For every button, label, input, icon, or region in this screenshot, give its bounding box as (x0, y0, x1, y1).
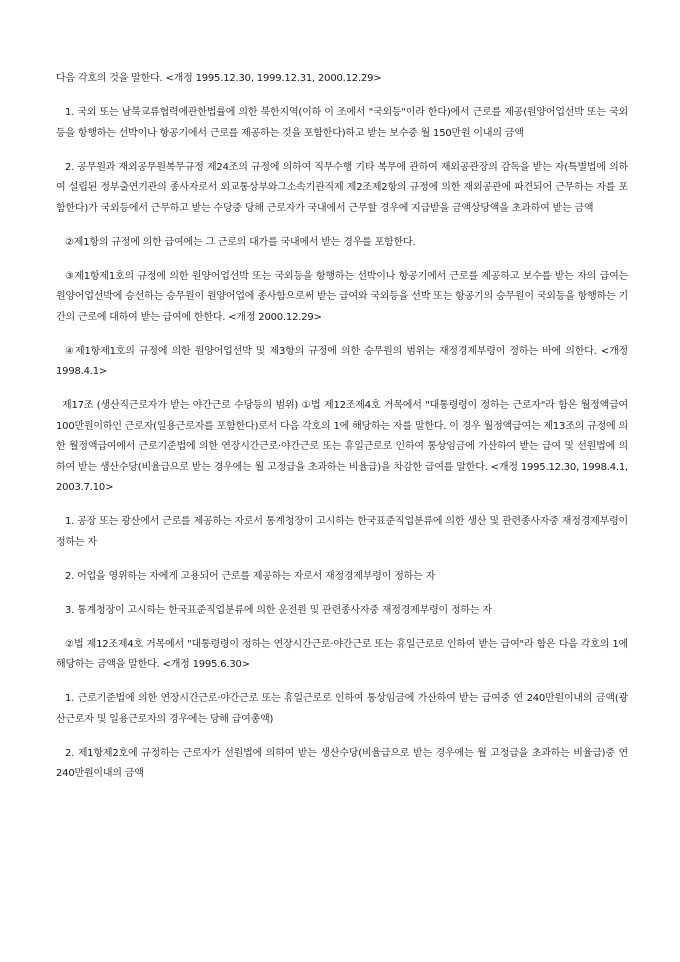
paragraph-clause-3: ③제1항제1호의 규정에 의한 원양어업선박 또는 국외등을 항행하는 선박이나 항공기에서 근로를 제공하고 보수를 받는 자의 급여는 원양어업선박에 승선하는 승무원이 원양어업에 종사함으로써 받는 급여와 국외등을 선박 또는 항공기의 승무원이 국외등을 항행하는 기간의 근로에 대하여 받는 급여에 한한다. <개정 2000.12.29> (56, 270, 628, 323)
paragraph-article-17-item-3: 3. 통계청장이 고시하는 한국표준직업분류에 의한 운전원 및 관련종사자중 재정경제부령이 정하는 자 (65, 604, 492, 616)
paragraph-item-2: 2. 공무원과 재외공무원복무규정 제24조의 규정에 의하여 직무수행 기타 복무에 관하여 재외공관장의 감독을 받는 자(특별법에 의하여 설립된 정부출연기관의 종사자로서 외교통상부와그소속기관직제 제2조제2항의 규정에 의한 재외공관에 파견되어 근무하는 자를 포함한다)가 국외등에서 근무하고 받는 수당중 당해 근로자가 국내에서 근무할 경우에 지급받을 금액상당액을 초과하여 받는 금액 (56, 161, 628, 214)
paragraph-article-17-clause-2: ②법 제12조제4호 거목에서 "대통령령이 정하는 연장시간근로·야간근로 또는 휴일근로로 인하여 받는 급여"라 함은 다음 각호의 1에 해당하는 금액을 말한다. <개정 1995.6.30> (56, 638, 628, 670)
paragraph-clause-2: ②제1항의 규정에 의한 급여에는 그 근로의 대가를 국내에서 받는 경우를 포함한다. (65, 236, 416, 248)
paragraph-clause-4: ④제1항제1호의 규정에 의한 원양어업선박 및 제3항의 규정에 의한 승무원의 범위는 재정경제부령이 정하는 바에 의한다. <개정 1998.4.1> (56, 345, 628, 377)
paragraph-intro: 다음 각호의 것을 말한다. <개정 1995.12.30, 1999.12.31, 2000.12.29> (56, 73, 382, 84)
paragraph-article-17: 제17조 (생산직근로자가 받는 야간근로 수당등의 범위) ①법 제12조제4호 거목에서 "대통령령이 정하는 근로자"라 함은 월정액급여 100만원이하인 근로자(일용근로자를 포함한다)로서 다음 각호의 1에 해당하는 자를 말한다. 이 경우 월정액급여는 제13조의 규정에 의한 월정액급여에서 근로기준법에 의한 연장시간근로·야간근로 또는 휴일근로로 인하여 통상임금에 가산하여 받는 급여 및 선원법에 의하여 받는 생산수당(비율급으로 받는 경우에는 월 고정급을 초과하는 비율급)을 차감한 급여를 말한다. <개정 1995.12.30, 1998.4.1, 2003.7.10> (56, 400, 628, 493)
paragraph-clause-2-item-1: 1. 근로기준법에 의한 연장시간근로·야간근로 또는 휴일근로로 인하여 통상임금에 가산하여 받는 급여중 연 240만원이내의 금액(광산근로자 및 일용근로자의 경우에는 당해 급여총액) (56, 693, 628, 725)
paragraph-article-17-item-2: 2. 어업을 영위하는 자에게 고용되어 근로를 제공하는 자로서 재정경제부령이 정하는 자 (65, 570, 436, 582)
paragraph-item-1: 1. 국외 또는 남북교류협력에관한법률에 의한 북한지역(이하 이 조에서 "국외등"이라 한다)에서 근로를 제공(원양어업선박 또는 국외등을 항행하는 선박이나 항공기에서 근로를 제공하는 것을 포함한다)하고 받는 보수중 월 150만원 이내의 금액 (56, 107, 628, 139)
paragraph-article-17-item-1: 1. 공장 또는 광산에서 근로를 제공하는 자로서 통계청장이 고시하는 한국표준직업분류에 의한 생산 및 관련종사자중 재정경제부령이 정하는 자 (56, 516, 628, 548)
paragraph-clause-2-item-2: 2. 제1항제2호에 규정하는 근로자가 선원법에 의하여 받는 생산수당(비율급으로 받는 경우에는 월 고정급을 초과하는 비율급)중 연 240만원이내의 금액 (56, 747, 628, 779)
